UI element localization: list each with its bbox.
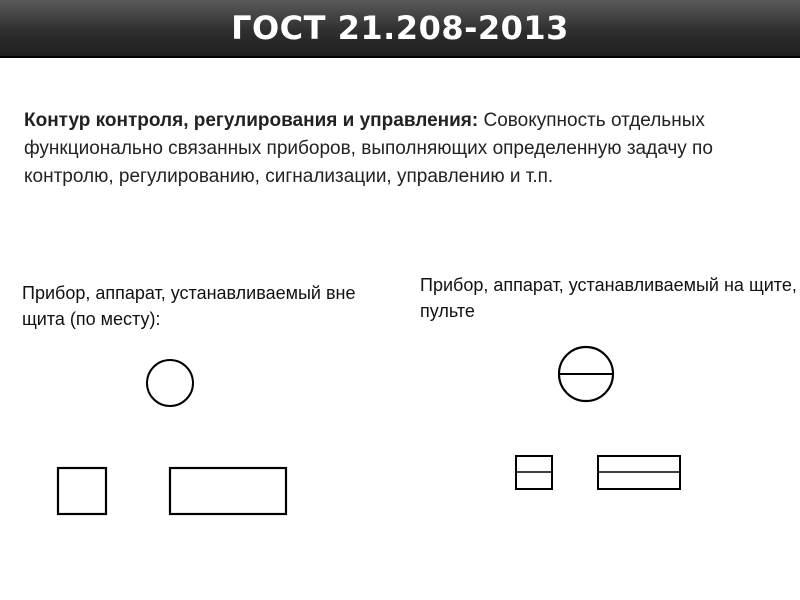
- caption-local-device: Прибор, аппарат, устанавливаемый вне щита (по месту):: [22, 283, 356, 329]
- caption-panel-device: Прибор, аппарат, устанавливаемый на щите, пульте: [420, 275, 797, 321]
- definition-term: Контур контроля, регулирования и управления:: [24, 110, 479, 131]
- local-instrument-rectangle-symbol: [170, 468, 286, 514]
- local-instrument-square-symbol: [58, 468, 106, 514]
- slide-title: ГОСТ 21.208-2013: [231, 9, 569, 47]
- local-instrument-circle-symbol: [147, 360, 193, 406]
- definition-text: Совокупность отдельных функционально связанных приборов, выполняющих определенную задачу по контролю, регулированию, сигнализации, управлению и т.п.: [24, 110, 713, 187]
